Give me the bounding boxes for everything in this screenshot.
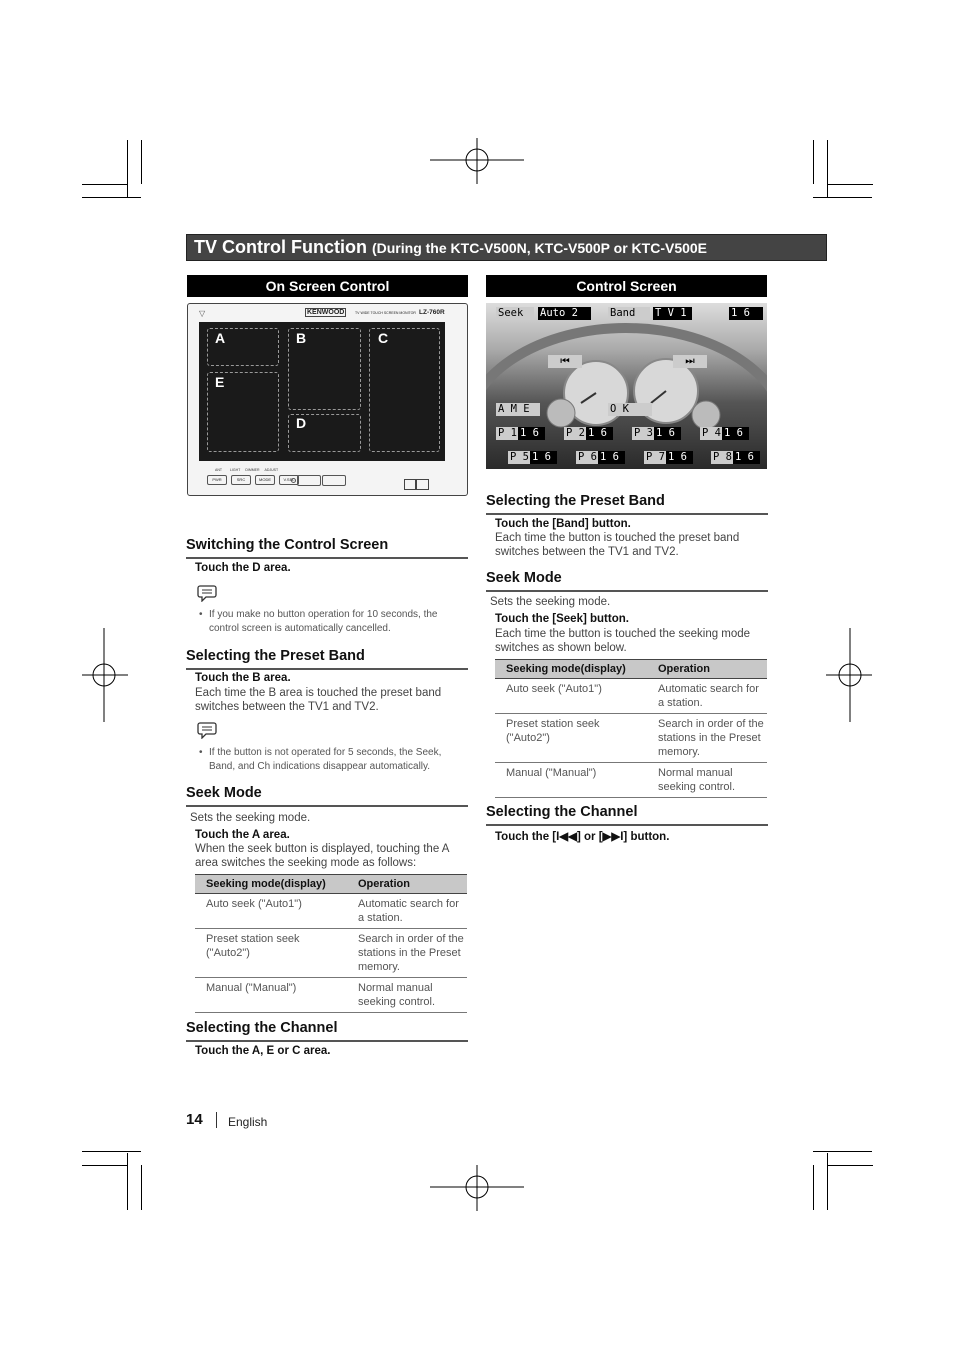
table-header: Seeking mode(display) xyxy=(495,660,647,679)
preset-3-channel: 1 6 xyxy=(654,427,681,440)
monitor-buttons xyxy=(207,475,299,485)
area-label-b: B xyxy=(296,330,307,346)
seek-mode-intro-right: Sets the seeking mode. xyxy=(490,596,611,608)
preset-band-heading-right: Selecting the Preset Band xyxy=(486,493,768,515)
preset-8-button[interactable]: P 8 xyxy=(711,451,735,464)
footer-divider xyxy=(216,1112,217,1128)
preset-5-channel: 1 6 xyxy=(530,451,557,464)
ame-button[interactable]: A M E xyxy=(496,403,540,416)
monitor-brand: KENWOOD xyxy=(307,309,345,316)
monitor-mode-button[interactable]: MODE xyxy=(255,475,275,485)
switching-note: • If you make no button operation for 10 seconds, the control screen is automatically cancelled. xyxy=(199,609,438,634)
preset-2-button[interactable]: P 2 xyxy=(564,427,588,440)
on-screen-control-header: On Screen Control xyxy=(187,275,468,297)
monitor-pwr-button[interactable]: PWR xyxy=(207,475,227,485)
area-label-e: E xyxy=(215,374,225,390)
table-row: Auto seek ("Auto1") Automatic search for a station. xyxy=(195,894,467,929)
preset-2-channel: 1 6 xyxy=(586,427,613,440)
channel-step: Touch the A, E or C area. xyxy=(195,1045,331,1057)
registration-mark-left xyxy=(82,628,128,722)
ok-button[interactable]: O K xyxy=(608,403,652,416)
seek-mode-heading-right: Seek Mode xyxy=(486,570,768,592)
monitor-adjust-button-1[interactable] xyxy=(297,475,321,486)
preset-1-channel: 1 6 xyxy=(518,427,545,440)
preset-band-body: Each time the B area is touched the preset band switches between the TV1 and TV2. xyxy=(195,687,442,713)
monitor-adjust-button-2[interactable] xyxy=(322,475,346,486)
page-title: TV Control Function (During the KTC-V500N, KTC-V500P or KTC-V500E xyxy=(194,237,708,257)
switching-heading: Switching the Control Screen xyxy=(186,537,468,559)
monitor-small-labels: ANT LIGHT DIMMER ADJUST xyxy=(215,468,279,472)
table-row: Manual ("Manual") Normal manual seeking control. xyxy=(195,978,467,1013)
preset-1-button[interactable]: P 1 xyxy=(496,427,520,440)
area-label-d: D xyxy=(296,415,307,431)
control-screen-header: Control Screen xyxy=(486,275,767,297)
table-row: Manual ("Manual") Normal manual seeking control. xyxy=(495,763,767,798)
band-value: T V 1 xyxy=(653,307,692,320)
table-row: Preset station seek ("Auto2") Search in order of the stations in the Preset memory. xyxy=(195,929,467,978)
seek-mode-heading: Seek Mode xyxy=(186,785,468,807)
band-button[interactable]: Band xyxy=(608,307,650,320)
preset-band-heading: Selecting the Preset Band xyxy=(186,648,468,670)
preset-band-body-right: Each time the button is touched the preset band switches between the TV1 and TV2. xyxy=(495,532,740,558)
area-label-a: A xyxy=(215,330,226,346)
monitor-model-text: TV WIDE TOUCH SCREEN MONITOR xyxy=(355,311,416,315)
channel-heading: Selecting the Channel xyxy=(186,1020,468,1042)
monitor-port-2 xyxy=(416,479,429,490)
monitor-vsel-button[interactable]: V.SEL xyxy=(279,475,299,485)
registration-mark-bottom xyxy=(430,1165,524,1211)
seek-mode-body-right: Each time the button is touched the seeking mode switches as shown below. xyxy=(495,628,751,654)
channel-step-right: Touch the [I◀◀] or [▶▶I] button. xyxy=(495,831,670,843)
screen-area-c[interactable] xyxy=(369,328,440,452)
preset-5-button[interactable]: P 5 xyxy=(508,451,532,464)
note-icon xyxy=(197,584,217,602)
monitor-sensor-icon xyxy=(291,478,296,483)
preset-band-step: Touch the B area. xyxy=(195,672,291,684)
preset-7-channel: 1 6 xyxy=(666,451,693,464)
control-screen-image xyxy=(486,303,767,469)
table-row: Auto seek ("Auto1") Automatic search for a station. xyxy=(495,679,767,714)
prev-channel-button[interactable]: ⏮ xyxy=(548,355,582,368)
preset-4-channel: 1 6 xyxy=(722,427,749,440)
seek-mode-body: When the seek button is displayed, touching the A area switches the seeking mode as follows: xyxy=(195,843,449,869)
preset-8-channel: 1 6 xyxy=(733,451,760,464)
switching-step: Touch the D area. xyxy=(195,562,291,574)
preset-band-note: • If the button is not operated for 5 seconds, the Seek, Band, and Ch indications disappear automatically. xyxy=(199,747,442,772)
note-icon xyxy=(197,721,217,739)
page-title-bar xyxy=(186,234,827,261)
dashboard-gauges xyxy=(486,303,767,469)
preset-3-button[interactable]: P 3 xyxy=(632,427,656,440)
area-label-c: C xyxy=(378,330,389,346)
seek-mode-table-right xyxy=(495,659,767,798)
seek-mode-step-right: Touch the [Seek] button. xyxy=(495,613,629,625)
monitor-model: LZ-760R xyxy=(419,309,445,316)
table-header: Operation xyxy=(647,660,767,679)
preset-7-button[interactable]: P 7 xyxy=(644,451,668,464)
preset-4-button[interactable]: P 4 xyxy=(700,427,724,440)
table-header: Operation xyxy=(347,875,467,894)
monitor-port-1 xyxy=(404,479,416,490)
monitor-corner-icon: ▽ xyxy=(199,309,206,318)
preset-band-step-right: Touch the [Band] button. xyxy=(495,518,631,530)
seek-mode-table-left xyxy=(195,874,467,1013)
table-header: Seeking mode(display) xyxy=(195,875,347,894)
channel-display: 1 6 xyxy=(729,307,763,320)
seek-value: Auto 2 xyxy=(538,307,591,320)
page-subtitle: (During the KTC-V500N, KTC-V500P or KTC-V500E xyxy=(371,240,708,256)
registration-mark-top xyxy=(430,138,524,184)
monitor-src-button[interactable]: SRC xyxy=(231,475,251,485)
channel-heading-right: Selecting the Channel xyxy=(486,804,768,826)
page-number: 14 xyxy=(186,1111,203,1128)
seek-mode-step: Touch the A area. xyxy=(195,829,290,841)
preset-6-channel: 1 6 xyxy=(598,451,625,464)
next-channel-button[interactable]: ⏭ xyxy=(673,355,707,368)
preset-6-button[interactable]: P 6 xyxy=(576,451,600,464)
registration-mark-right xyxy=(826,628,872,722)
footer-language: English xyxy=(228,1115,268,1129)
seek-button[interactable]: Seek xyxy=(496,307,534,320)
seek-mode-intro: Sets the seeking mode. xyxy=(190,812,311,824)
table-row: Preset station seek ("Auto2") Search in order of the stations in the Preset memory. xyxy=(495,714,767,763)
